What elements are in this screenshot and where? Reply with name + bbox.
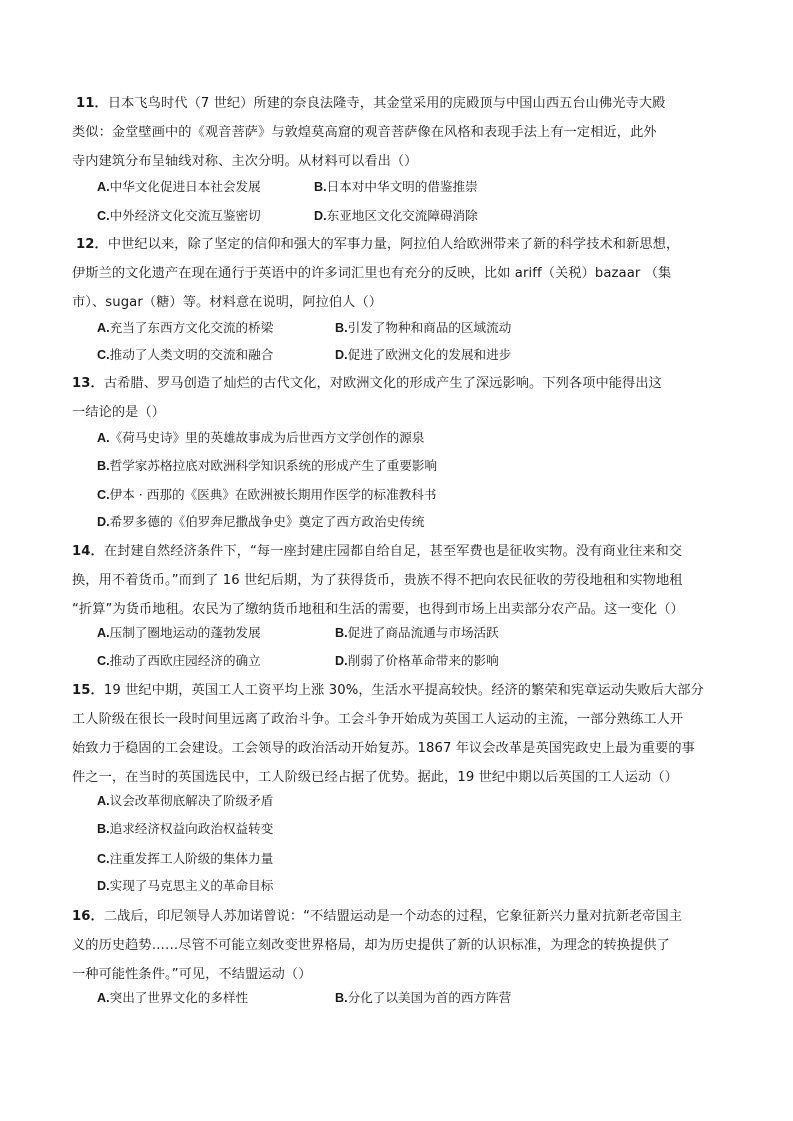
question-12-option-d[interactable]: D.促进了欧洲文化的发展和进步 — [335, 347, 512, 362]
stem-line: 古希腊、罗马创造了灿烂的古代文化，对欧洲文化的形成产生了深远影响。下列各项中能得出这 — [103, 376, 662, 391]
question-15-stem — [72, 676, 732, 792]
stem-line: 市）、sugar（糖）等。材料意在说明，阿拉伯人（） — [72, 295, 383, 310]
question-14-stem — [72, 537, 732, 624]
question-15-option-d[interactable]: D.实现了马克思主义的革命目标 — [97, 878, 274, 893]
stem-line: 始致力于稳固的工会建设。工会领导的政治活动开始复苏。1867 年议会改革是英国宪政史上最为重要的事 — [72, 741, 695, 756]
question-16-stem — [72, 902, 732, 989]
question-15-option-b[interactable]: B.追求经济权益向政治权益转变 — [97, 821, 274, 836]
stem-line: 一种可能性条件。”可见，不结盟运动（） — [72, 967, 312, 982]
question-11-option-d[interactable]: D.东亚地区文化交流障碍消除 — [314, 208, 478, 223]
question-number: 16． — [72, 909, 104, 924]
question-number: 13． — [72, 376, 104, 391]
question-12-stem — [72, 230, 732, 317]
stem-line: 日本飞鸟时代（7 世纪）所建的奈良法隆寺，其金堂采用的庑殿顶与中国山西五台山佛光寺大殿 — [107, 96, 666, 111]
question-11-option-b[interactable]: B.日本对中华文明的借鉴推崇 — [314, 179, 478, 194]
question-13-option-b[interactable]: B.哲学家苏格拉底对欧洲科学知识系统的形成产生了重要影响 — [97, 458, 438, 473]
question-number: 12． — [76, 237, 108, 252]
question-number: 15． — [72, 683, 104, 698]
stem-line: 伊斯兰的文化遗产在现在通行于英语中的许多词汇里也有充分的反映，比如 ariff（关税）bazaar （集 — [72, 266, 672, 281]
question-11-stem — [72, 89, 732, 176]
question-number: 11． — [76, 96, 108, 111]
question-11-option-a[interactable]: A.中华文化促进日本社会发展 — [97, 179, 261, 194]
question-13-option-c[interactable]: C.伊本 · 西那的《医典》在欧洲被长期用作医学的标准教科书 — [97, 487, 437, 502]
stem-line: 类似：金堂壁画中的《观音菩萨》与敦煌莫高窟的观音菩萨像在风格和表现手法上有一定相近，此外 — [72, 125, 657, 140]
question-16-option-b[interactable]: B.分化了以美国为首的西方阵营 — [335, 990, 512, 1005]
stem-line: “折算”为货币地租。农民为了缴纳货币地租和生活的需要，也得到市场上出卖部分农产品。这一变化（） — [72, 602, 684, 617]
question-13-option-a[interactable]: A.《荷马史诗》里的英雄故事成为后世西方文学创作的源泉 — [97, 430, 425, 445]
question-13-stem — [72, 369, 732, 427]
stem-line: 二战后，印尼领导人苏加诺曾说：“不结盟运动是一个动态的过程，它象征新兴力量对抗新老帝国主 — [103, 909, 683, 924]
stem-line: 义的历史趋势……尽管不可能立刻改变世界格局，却为历史提供了新的认识标准，为理念的转换提供了 — [72, 938, 670, 953]
question-12-option-b[interactable]: B.引发了物种和商品的区域流动 — [335, 320, 512, 335]
question-15-option-c[interactable]: C.注重发挥工人阶级的集体力量 — [97, 851, 274, 866]
question-14-option-d[interactable]: D.削弱了价格革命带来的影响 — [335, 653, 499, 668]
question-12-option-a[interactable]: A.充当了东西方文化交流的桥梁 — [97, 320, 274, 335]
question-15-option-a[interactable]: A.议会改革彻底解决了阶级矛盾 — [97, 793, 274, 808]
stem-line: 寺内建筑分布呈轴线对称、主次分明。从材料可以看出（） — [72, 154, 418, 169]
stem-line: 中世纪以来，除了坚定的信仰和强大的军事力量，阿拉伯人给欧洲带来了新的科学技术和新思想， — [107, 237, 680, 252]
stem-line: 在封建自然经济条件下，“每一座封建庄园都自给自足，甚至军费也是征收实物。没有商业往来和交 — [103, 544, 683, 559]
question-13-option-d[interactable]: D.希罗多德的《伯罗奔尼撒战争史》奠定了西方政治史传统 — [97, 514, 425, 529]
stem-line: 件之一，在当时的英国选民中，工人阶级已经占据了优势。据此，19 世纪中期以后英国的工人运动（） — [72, 770, 678, 785]
question-number: 14． — [72, 544, 104, 559]
stem-line: 换，用不着货币。”而到了 16 世纪后期，为了获得货币，贵族不得不把向农民征收的劳役地租和实物地租 — [72, 573, 683, 588]
question-14-option-b[interactable]: B.促进了商品流通与市场活跃 — [335, 625, 499, 640]
question-14-option-a[interactable]: A.压制了圈地运动的蓬勃发展 — [97, 625, 261, 640]
stem-line: 19 世纪中期，英国工人工资平均上涨 30%，生活水平提高较快。经济的繁荣和宪章运动失败后大部分 — [103, 683, 704, 698]
question-16-option-a[interactable]: A.突出了世界文化的多样性 — [97, 990, 249, 1005]
stem-line: 工人阶级在很长一段时间里远离了政治斗争。工会斗争开始成为英国工人运动的主流，一部分熟练工人开 — [72, 712, 684, 727]
question-11-option-c[interactable]: C.中外经济文化交流互鉴密切 — [97, 208, 261, 223]
question-14-option-c[interactable]: C.推动了西欧庄园经济的确立 — [97, 653, 261, 668]
question-12-option-c[interactable]: C.推动了人类文明的交流和融合 — [97, 347, 274, 362]
stem-line: 一结论的是（） — [72, 405, 166, 420]
